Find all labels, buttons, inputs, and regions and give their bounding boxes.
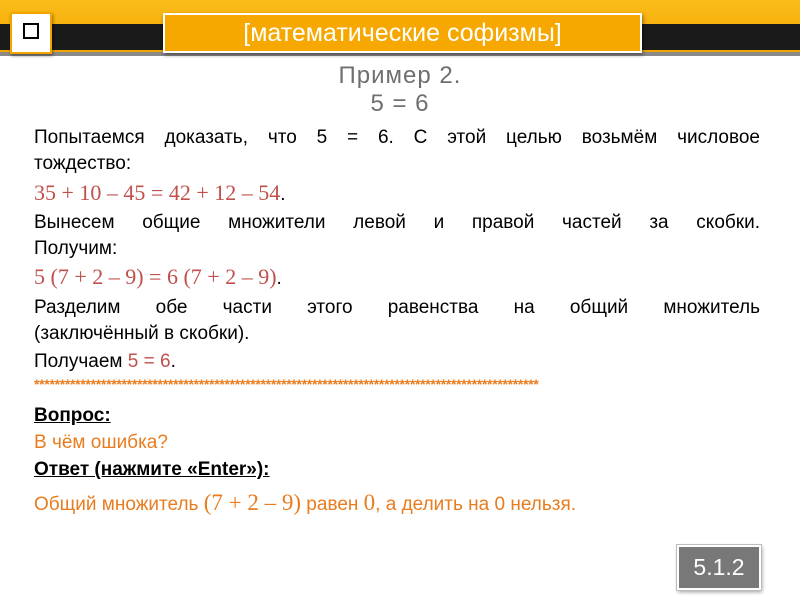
formula-2-row <box>34 264 760 290</box>
answer-part-3: , а делить на 0 нельзя. <box>375 494 577 515</box>
slide-title: [математические софизмы] <box>163 13 642 53</box>
slide-number-badge: 5.1.2 <box>677 545 761 590</box>
paragraph-1-line-2: тождество: <box>34 153 132 174</box>
formula-1: 35 + 10 – 45 = 42 + 12 – 54 <box>34 180 281 205</box>
formula-2: 5 (7 + 2 – 9) = 6 (7 + 2 – 9) <box>34 264 277 289</box>
answer-zero: 0 <box>363 490 376 515</box>
formula-1-period: . <box>280 184 286 205</box>
paragraph-2-line-1: Вынесем общие множители левой и правой частей за скобки. <box>34 212 760 233</box>
answer-part-2: равен <box>301 494 364 515</box>
paragraph-3-line-1: Разделим обе части этого равенства на общий множитель <box>34 297 760 318</box>
result-equation: 5 = 6 <box>127 351 171 372</box>
result-period: . <box>170 351 176 372</box>
answer-text <box>34 490 760 516</box>
formula-2-period: . <box>276 268 282 289</box>
example-heading: Пример 2. <box>338 62 462 89</box>
answer-label[interactable]: Ответ (нажмите «Enter»): <box>34 459 270 480</box>
question-text: В чём ошибка? <box>34 432 168 453</box>
square-outline-icon <box>23 23 39 39</box>
result-prefix: Получаем <box>34 351 128 372</box>
paragraph-1-line-1: Попытаемся доказать, что 5 = 6. С этой целью возьмём числовое <box>34 127 760 148</box>
answer-expression: (7 + 2 – 9) <box>203 490 302 515</box>
asterisk-separator: ************************************************************************************************** <box>34 376 539 392</box>
example-claim: 5 = 6 <box>370 90 430 117</box>
slide-icon-button[interactable] <box>10 12 52 54</box>
result-row <box>34 351 760 373</box>
question-label: Вопрос: <box>34 405 111 426</box>
formula-1-row <box>34 180 760 206</box>
paragraph-3-line-2: (заключённый в скобки). <box>34 323 250 344</box>
answer-part-1: Общий множитель <box>34 494 204 515</box>
paragraph-2-line-2: Получим: <box>34 238 118 259</box>
